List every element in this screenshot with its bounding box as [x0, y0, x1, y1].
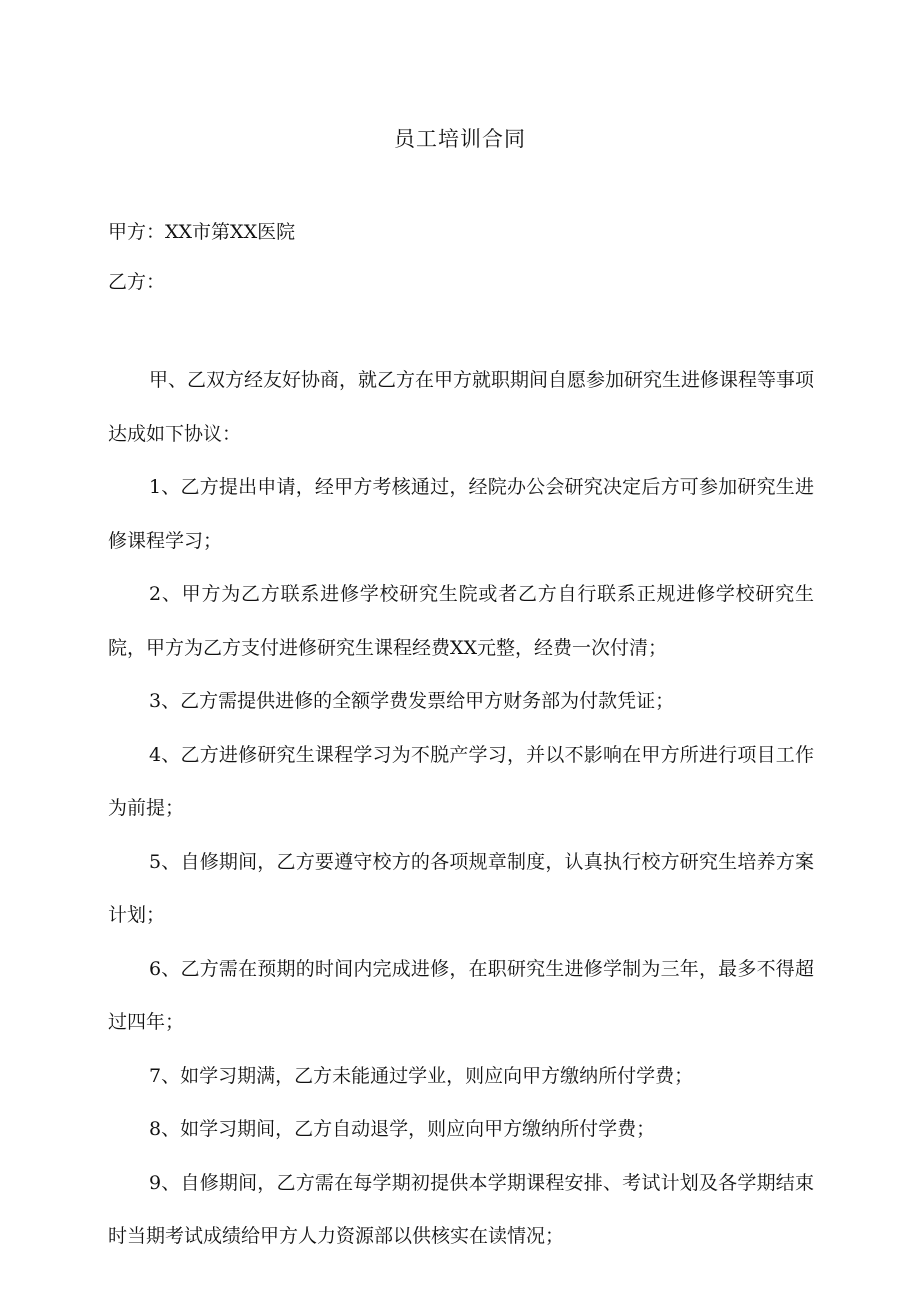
clause-3: 3、乙方需提供进修的全额学费发票给甲方财务部为付款凭证；: [149, 690, 675, 712]
clause-9: 9、自修期间，乙方需在每学期初提供本学期课程安排、考试计划及各学期结束时当期考试成绩给甲方人力资源部以供核实在读情况；: [108, 1171, 814, 1247]
clause-1: 1、乙方提出申请，经甲方考核通过，经院办公会研究决定后方可参加研究生进修课程学习；: [108, 476, 814, 552]
clause-7: 7、如学习期满，乙方未能通过学业，则应向甲方缴纳所付学费；: [149, 1064, 694, 1087]
party-b-line: 乙方：: [108, 271, 166, 293]
contract-body: [108, 354, 814, 1264]
document-title: 员工培训合同: [394, 127, 526, 151]
clause-8: 8、如学习期间，乙方自动退学，则应向甲方缴纳所付学费；: [149, 1118, 656, 1140]
party-a-line: 甲方：XX市第XX医院: [108, 221, 296, 243]
clause-6: 6、乙方需在预期的时间内完成进修，在职研究生进修学制为三年，最多不得超过四年；: [108, 957, 814, 1033]
clause-2: 2、甲方为乙方联系进修学校研究生院或者乙方自行联系正规进修学校研究生院，甲方为乙方支付进修研究生课程经费XX元整，经费一次付清；: [108, 583, 814, 659]
clause-4: 4、乙方进修研究生课程学习为不脱产学习，并以不影响在甲方所进行项目工作为前提；: [108, 743, 814, 819]
clause-5: 5、自修期间，乙方要遵守校方的各项规章制度，认真执行校方研究生培养方案计划；: [108, 850, 814, 926]
intro-paragraph: 甲、乙双方经友好协商，就乙方在甲方就职期间自愿参加研究生进修课程等事项达成如下协议：: [108, 369, 815, 445]
